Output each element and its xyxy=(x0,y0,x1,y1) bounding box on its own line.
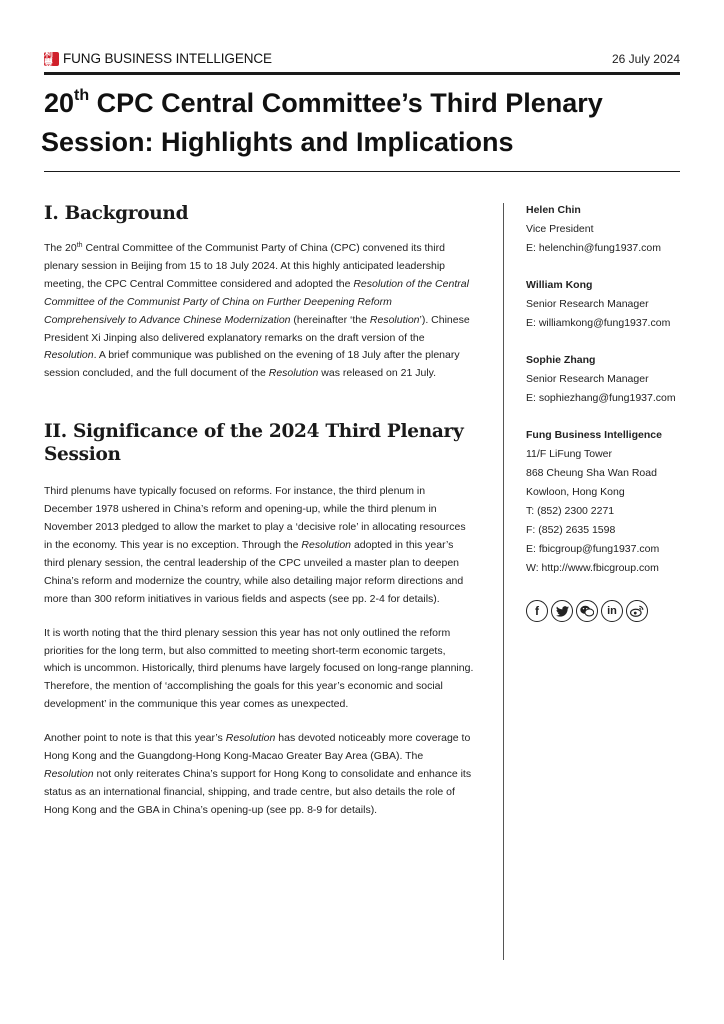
facebook-icon[interactable]: f xyxy=(526,600,548,622)
text-run: . A brief communique was published on the evening of 18 July after the plenary session concluded, and the full document of the xyxy=(44,349,460,380)
text-run: ’). Chinese President Xi Jinping also delivered explanatory remarks on the draft version of the xyxy=(44,313,470,344)
org-address-line: 11/F LiFung Tower xyxy=(526,448,612,460)
text-italic: Resolution xyxy=(301,538,352,551)
org-website[interactable]: W: http://www.fbicgroup.com xyxy=(526,562,659,574)
header-divider xyxy=(44,72,680,75)
contact-email[interactable]: E: sophiezhang@fung1937.com xyxy=(526,392,676,404)
significance-paragraph-3 xyxy=(44,730,474,820)
contact-email[interactable]: E: helenchin@fung1937.com xyxy=(526,242,661,254)
twitter-icon[interactable] xyxy=(551,600,573,622)
text-run: was released on 21 July. xyxy=(318,367,437,380)
contact-name: Sophie Zhang xyxy=(526,354,596,366)
text-run: Third plenums have typically focused on reforms. For instance, the third plenum in December 1978 ushered in China’s reform and opening-up, while the third plenum in November 2013 pledged to allow the market to play a ‘decisive role’ in allocating resources in the economy. This year is no exception. Through the xyxy=(44,485,466,551)
contact-title: Senior Research Manager xyxy=(526,373,649,385)
org-address-line: 868 Cheung Sha Wan Road xyxy=(526,467,657,479)
contact-block xyxy=(526,351,696,408)
org-telephone: T: (852) 2300 2271 xyxy=(526,505,615,517)
linkedin-icon[interactable]: in xyxy=(601,600,623,622)
section-heading-significance: II. Significance of the 2024 Third Plenary Session xyxy=(44,421,464,466)
contact-title: Vice President xyxy=(526,223,594,235)
resolution-full-title: Resolution of the Central Committee of the Communist Party of China on Further Deepening Reform Comprehensively to Advance Chinese Modernization xyxy=(44,277,469,326)
page-header xyxy=(44,49,680,69)
title-line2: Session: Highlights and Implications xyxy=(41,127,514,157)
title-ordinal: th xyxy=(74,87,90,104)
contact-title: Senior Research Manager xyxy=(526,298,649,310)
contact-block xyxy=(526,201,696,258)
text-run: Central Committee of the Communist Party of China (CPC) convened its third plenary session in Beijing from 15 to 18 July 2024. At this highly anticipated leadership meeting, the CPC Central Committee considered and adopted the xyxy=(44,242,445,290)
title-divider xyxy=(44,171,680,172)
significance-paragraph-1 xyxy=(44,483,474,608)
background-paragraph xyxy=(44,240,474,383)
text-italic: Resolution xyxy=(44,767,94,780)
logo-mark: 利豐 xyxy=(44,48,54,68)
wechat-icon[interactable] xyxy=(576,600,598,622)
section-heading-background: I. Background xyxy=(44,203,189,224)
contact-block xyxy=(526,276,696,333)
fung-logo-icon xyxy=(44,48,59,68)
text-run: Another point to note is that this year’s xyxy=(44,732,226,745)
brand xyxy=(44,48,272,68)
text-italic: Resolution xyxy=(369,313,420,326)
text-run: not only reiterates China’s support for Hong Kong to consolidate and enhance its status as an international financial, shipping, and trade centre, but also details the role of Hong Kong and the GBA in China’s opening-up (see pp. 8-9 for details). xyxy=(44,767,472,816)
contact-email[interactable]: E: williamkong@fung1937.com xyxy=(526,317,671,329)
social-links xyxy=(526,600,696,622)
text-run: (hereinafter ‘the xyxy=(290,313,370,326)
brand-name: FUNG BUSINESS INTELLIGENCE xyxy=(63,51,272,66)
org-address-line: Kowloon, Hong Kong xyxy=(526,486,625,498)
text-italic: Resolution xyxy=(225,732,276,745)
report-date: 26 July 2024 xyxy=(611,52,680,66)
org-email[interactable]: E: fbicgroup@fung1937.com xyxy=(526,543,660,555)
report-title xyxy=(41,84,684,162)
org-fax: F: (852) 2635 1598 xyxy=(526,524,616,536)
text-run: adopted in this year’s third plenary session, the central leadership of the CPC unveiled a master plan to deepen China’s reform and modernize the country, while also detailing major reform directions and more than 300 reform initiatives in various fields and aspects (see pp. 2-4 for details). xyxy=(44,538,464,605)
org-name: Fung Business Intelligence xyxy=(526,429,662,441)
weibo-icon[interactable] xyxy=(626,600,648,622)
significance-paragraph-2: It is worth noting that the third plenary session this year has not only outlined the reform priorities for the long term, but also committed to meeting short-term economic targets, which is uncommon. Historically, third plenums have largely focused on long-range planning. Therefore, the mention of ‘accomplishing the goals for this year’s economic and social development’ in the communique this year comes as unexpected. xyxy=(44,626,474,711)
title-line1-prefix: 20 xyxy=(44,88,75,118)
contact-name: William Kong xyxy=(526,279,593,291)
text-sup: th xyxy=(76,242,83,249)
text-run: The 20 xyxy=(44,242,77,254)
title-line1: CPC Central Committee’s Third Plenary xyxy=(89,88,603,118)
org-block xyxy=(526,426,696,578)
text-italic: Resolution xyxy=(268,367,319,380)
main-column xyxy=(44,200,474,820)
contact-sidebar xyxy=(526,201,696,622)
text-run: has devoted noticeably more coverage to Hong Kong and the Guangdong-Hong Kong-Macao Greater Bay Area (GBA). The xyxy=(44,732,471,763)
contact-name: Helen Chin xyxy=(526,204,581,216)
text-italic: Resolution xyxy=(44,349,94,362)
column-divider xyxy=(503,203,504,960)
